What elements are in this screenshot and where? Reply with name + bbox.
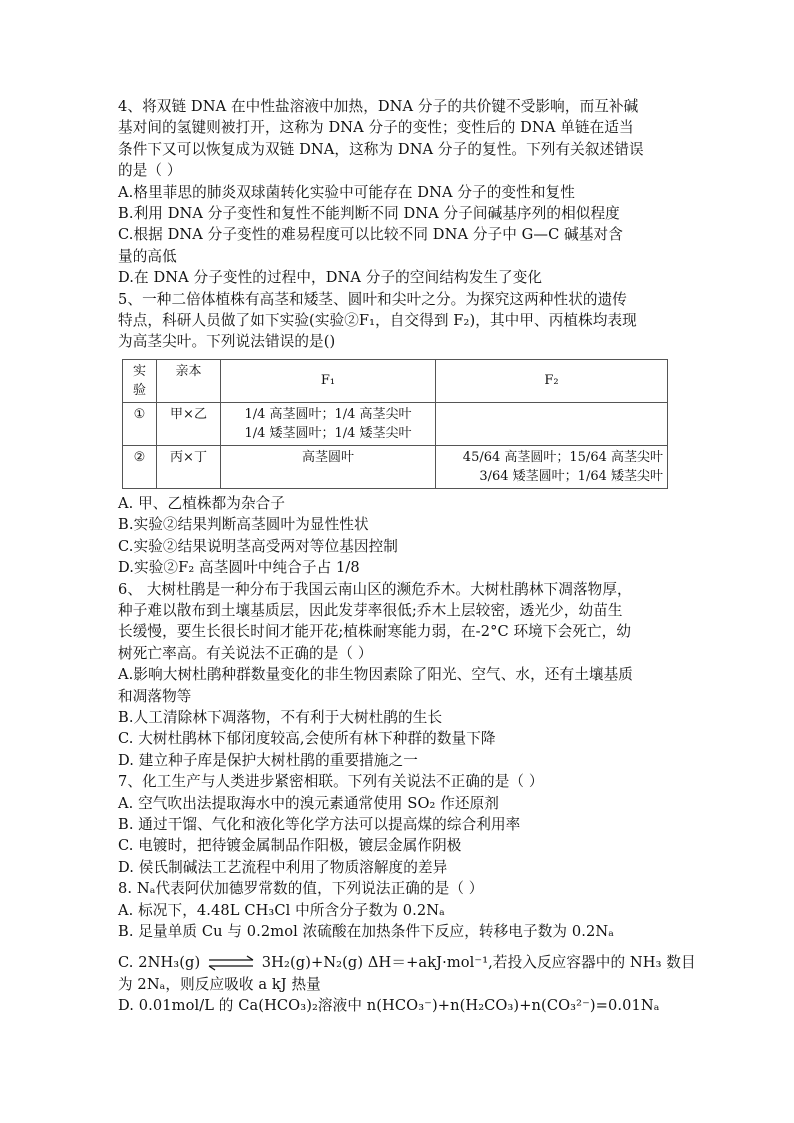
q6-stem-line1: 6、 大树杜鹃是一种分布于我国云南山区的濒危乔木。大树杜鹃林下凋落物厚， <box>118 580 632 598</box>
equilibrium-arrow-icon <box>207 955 255 971</box>
cell-f1 <box>221 402 436 445</box>
cell-f1 <box>221 445 436 488</box>
table-row <box>123 402 668 445</box>
q8-option-b: B. 足量单质 Cu 与 0.2mol 浓硫酸在加热条件下反应，转移电子数为 0.2Nₐ <box>118 923 614 940</box>
experiment-table <box>122 359 668 489</box>
q6-stem-line2: 种子难以散布到土壤基质层，因此发芽率很低;乔木上层较密，透光少，幼苗生 <box>118 601 623 619</box>
q4-stem-line4: 的是（ ） <box>118 162 182 180</box>
q4-stem-line3: 条件下又可以恢复成为双链 DNA，这称为 DNA 分子的复性。下列有关叙述错误 <box>118 140 644 158</box>
header-f1: F₁ <box>221 359 436 402</box>
cell-f1-line1: 高茎圆叶 <box>301 449 354 465</box>
cell-f2-line1: 45/64 高茎圆叶；15/64 高茎尖叶 <box>462 449 663 465</box>
q8-option-c-left: C. 2NH₃(g) <box>118 954 201 972</box>
q6-option-b: B.人工清除林下凋落物，不有利于大树杜鹃的生长 <box>118 708 443 726</box>
q7-option-d: D. 侯氏制碱法工艺流程中利用了物质溶解度的差异 <box>118 858 448 876</box>
q5-stem-line2: 特点，科研人员做了如下实验(实验②F₁，自交得到 F₂)，其中甲、丙植株均表现 <box>118 312 637 330</box>
q8-option-a: A. 标况下，4.48L CH₃Cl 中所含分子数为 0.2Nₐ <box>118 901 445 919</box>
q6-option-d: D. 建立种子库是保护大树杜鹃的重要措施之一 <box>118 751 418 769</box>
q8-option-d: D. 0.01mol/L 的 Ca(HCO₃)₂溶液中 n(HCO₃⁻)+n(H₂CO₃)+n(CO₃²⁻)=0.01Nₐ <box>118 997 660 1015</box>
cell-f2 <box>436 402 668 445</box>
q8-option-c-line1 <box>118 952 696 973</box>
q5-stem-line1: 5、一种二倍体植株有高茎和矮茎、圆叶和尖叶之分。为探究这两种性状的遗传 <box>118 290 627 308</box>
q7-option-b: B. 通过干馏、气化和液化等化学方法可以提高煤的综合利用率 <box>118 815 521 833</box>
q8-stem: 8. Nₐ代表阿伏加德罗常数的值，下列说法正确的是（ ） <box>118 880 484 898</box>
header-experiment: 实验 <box>123 359 157 402</box>
table-header-row <box>123 359 668 402</box>
q4-option-b: B.利用 DNA 分子变性和复性不能判断不同 DNA 分子间碱基序列的相似程度 <box>118 205 620 223</box>
q4-option-c-line2: 量的高低 <box>118 247 177 265</box>
cell-f2-line2: 3/64 矮茎圆叶；1/64 矮茎尖叶 <box>479 468 663 484</box>
cell-f1-line2: 1/4 矮茎圆叶；1/4 矮茎尖叶 <box>244 425 412 441</box>
table-row <box>123 445 668 488</box>
q7-option-c: C. 电镀时，把待镀金属制品作阳极，镀层金属作阴极 <box>118 837 462 855</box>
q4-option-c-line1: C.根据 DNA 分子变性的难易程度可以比较不同 DNA 分子中 G—C 碱基对含 <box>118 226 623 244</box>
q5-option-a: A. 甲、乙植株都为杂合子 <box>118 494 286 512</box>
q8-option-c-line2: 为 2Nₐ，则反应吸收 a kJ 热量 <box>118 975 321 993</box>
q4-option-d: D.在 DNA 分子变性的过程中，DNA 分子的空间结构发生了变化 <box>118 269 543 287</box>
q4-stem-line1: 4、将双链 DNA 在中性盐溶液中加热，DNA 分子的共价键不受影响，而互补碱 <box>118 98 639 115</box>
q4-option-a: A.格里菲思的肺炎双球菌转化实验中可能存在 DNA 分子的变性和复性 <box>118 183 575 201</box>
q5-stem-line3: 为高茎尖叶。下列说法错误的是() <box>118 333 336 351</box>
header-f2: F₂ <box>436 359 668 402</box>
q6-option-a-line1: A.影响大树杜鹃种群数量变化的非生物因素除了阳光、空气、水，还有土壤基质 <box>118 666 633 684</box>
q5-option-b: B.实验②结果判断高茎圆叶为显性性状 <box>118 516 369 534</box>
exam-page <box>118 96 696 1017</box>
q7-stem: 7、化工生产与人类进步紧密相联。下列有关说法不正确的是（ ） <box>118 773 544 791</box>
header-parents: 亲本 <box>157 359 221 402</box>
cell-parents: 甲×乙 <box>157 402 221 445</box>
q5-option-c: C.实验②结果说明茎高受两对等位基因控制 <box>118 537 398 555</box>
cell-exp: ① <box>123 402 157 445</box>
q4-stem-line2: 基对间的氢键则被打开，这称为 DNA 分子的变性；变性后的 DNA 单链在适当 <box>118 119 634 137</box>
q6-option-c: C. 大树杜鹃林下郁闭度较高,会使所有林下种群的数量下降 <box>118 730 496 748</box>
q6-stem-line4: 树死亡率高。有关说法不正确的是（ ） <box>118 644 373 662</box>
q8-option-c-right: 3H₂(g)+N₂(g) ΔH＝+akJ·mol⁻¹,若投入反应容器中的 NH₃ 数目 <box>261 954 696 972</box>
q6-option-a-line2: 和凋落物等 <box>118 687 192 705</box>
cell-exp: ② <box>123 445 157 488</box>
q5-option-d: D.实验②F₂ 高茎圆叶中纯合子占 1/8 <box>118 559 360 577</box>
q6-stem-line3: 长缓慢，要生长很长时间才能开花;植株耐寒能力弱，在-2°C 环境下会死亡，幼 <box>118 623 632 641</box>
q7-option-a: A. 空气吹出法提取海水中的溴元素通常使用 SO₂ 作还原剂 <box>118 794 499 812</box>
cell-f2 <box>436 445 668 488</box>
cell-parents: 丙×丁 <box>157 445 221 488</box>
cell-f1-line1: 1/4 高茎圆叶；1/4 高茎尖叶 <box>244 406 412 422</box>
